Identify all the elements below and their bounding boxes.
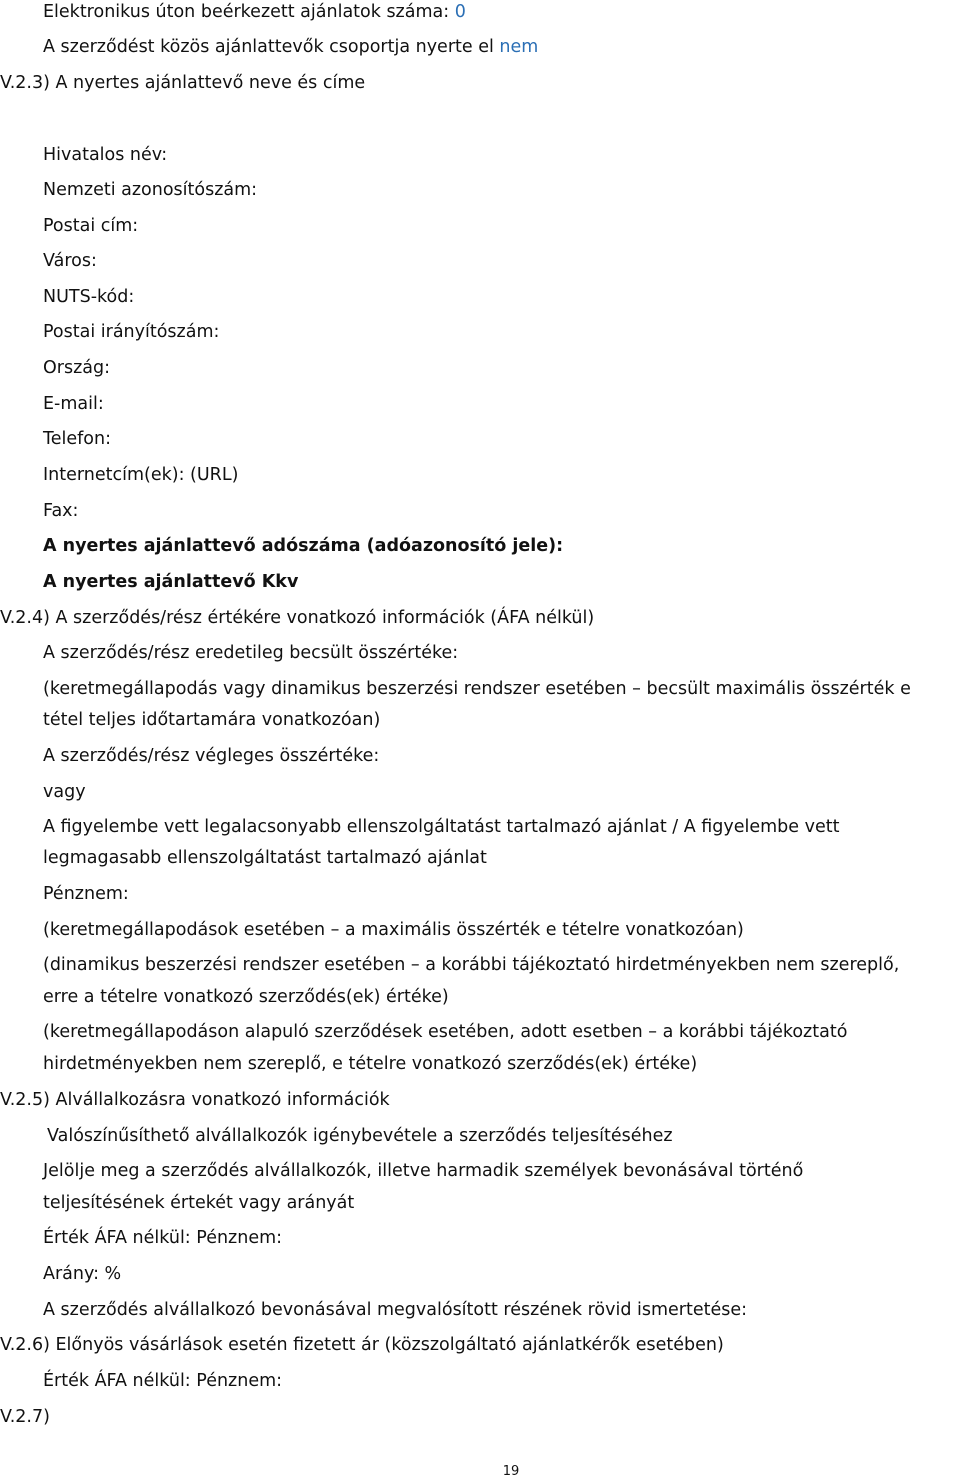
winner-field-email: E-mail: [43, 394, 104, 414]
value-estimated: A szerződés/rész eredetileg becsült összértéke: [43, 643, 459, 663]
offers-line [43, 1, 466, 23]
joint-label: A szerződést közös ajánlattevők csoportja nyerte el [43, 37, 500, 57]
section-heading-winner: V.2.3) A nyertes ajánlattevő neve és címe [0, 73, 366, 93]
section-heading-value: V.2.4) A szerződés/rész értékére vonatkozó információk (ÁFA nélkül) [0, 608, 595, 628]
winner-field-phone: Telefon: [43, 429, 111, 449]
page-number: 19 [502, 1464, 520, 1479]
winner-field-tax-id: A nyertes ajánlattevő adószáma (adóazonosító jele): [43, 536, 564, 556]
winner-field-postal-address: Postai cím: [43, 216, 139, 236]
joint-line [43, 36, 538, 58]
subcontract-value: Érték ÁFA nélkül: Pénznem: [43, 1228, 283, 1248]
value-note-framework: (keretmegállapodások esetében – a maximális összérték e tételre vonatkozóan) [43, 920, 744, 940]
value-or: vagy [43, 782, 86, 802]
offers-value: 0 [454, 2, 466, 22]
section-heading-bargain: V.2.6) Előnyös vásárlások esetén fizetett ár (közszolgáltató ajánlatkérők esetében) [0, 1335, 724, 1355]
bargain-value: Érték ÁFA nélkül: Pénznem: [43, 1371, 283, 1391]
value-framework-note: (keretmegállapodás vagy dinamikus beszerzési rendszer esetében – becsült maximális összérték e [43, 679, 911, 699]
subcontract-ratio: Arány: % [43, 1264, 122, 1284]
winner-field-city: Város: [43, 251, 97, 271]
value-note-dynamic-cont: erre a tételre vonatkozó szerződés(ek) értéke) [43, 987, 449, 1007]
subcontract-description: A szerződés alvállalkozó bevonásával megvalósított részének rövid ismertetése: [43, 1300, 748, 1320]
winner-field-country: Ország: [43, 358, 111, 378]
winner-field-national-id: Nemzeti azonosítószám: [43, 180, 258, 200]
joint-value: nem [499, 37, 539, 57]
winner-field-fax: Fax: [43, 501, 79, 521]
subcontract-indicate-cont: teljesítésének értekét vagy arányát [43, 1193, 355, 1213]
value-note-based: (keretmegállapodáson alapuló szerződések esetében, adott esetben – a korábbi tájékoztató [43, 1022, 848, 1042]
value-note-based-cont: hirdetményekben nem szereplő, e tételre vonatkozó szerződés(ek) értéke) [43, 1054, 698, 1074]
subcontract-indicate: Jelölje meg a szerződés alvállalkozók, illetve harmadik személyek bevonásával történő [43, 1161, 804, 1181]
section-heading-next: V.2.7) [0, 1407, 50, 1427]
value-final: A szerződés/rész végleges összértéke: [43, 746, 380, 766]
value-note-dynamic: (dinamikus beszerzési rendszer esetében – a korábbi tájékoztató hirdetményekben nem szereplő, [43, 955, 900, 975]
value-currency: Pénznem: [43, 884, 129, 904]
section-heading-subcontract: V.2.5) Alvállalkozásra vonatkozó információk [0, 1090, 390, 1110]
subcontract-likely: Valószínűsíthető alvállalkozók igénybevétele a szerződés teljesítéséhez [47, 1126, 673, 1146]
winner-field-nuts: NUTS-kód: [43, 287, 135, 307]
winner-field-postcode: Postai irányítószám: [43, 322, 220, 342]
winner-field-official-name: Hivatalos név: [43, 145, 168, 165]
winner-field-sme: A nyertes ajánlattevő Kkv [43, 572, 299, 592]
value-lowest-offer: A figyelembe vett legalacsonyabb ellenszolgáltatást tartalmazó ajánlat / A figyelembe vett [43, 817, 840, 837]
value-framework-note-cont: tétel teljes időtartamára vonatkozóan) [43, 710, 381, 730]
winner-field-url: Internetcím(ek): (URL) [43, 465, 239, 485]
offers-label: Elektronikus úton beérkezett ajánlatok száma: [43, 2, 455, 22]
value-lowest-offer-cont: legmagasabb ellenszolgáltatást tartalmazó ajánlat [43, 848, 487, 868]
